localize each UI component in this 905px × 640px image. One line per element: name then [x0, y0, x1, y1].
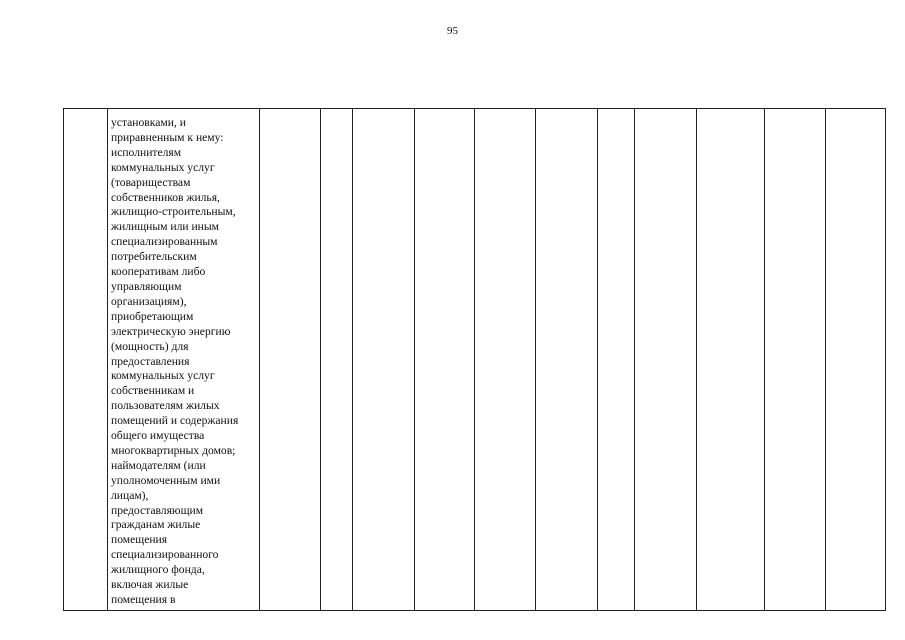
description-line: помещения: [111, 533, 168, 547]
description-line: многоквартирных домов;: [111, 443, 236, 457]
page-number: 95: [447, 25, 458, 37]
description-line: лицам),: [111, 488, 149, 502]
table-cell: [697, 109, 765, 611]
description-line: наймодателям (или: [111, 458, 206, 472]
description-line: приравненным к нему:: [111, 130, 224, 144]
table-cell: [765, 109, 826, 611]
description-line: потребительским: [111, 250, 197, 264]
description-line: жилищного фонда,: [111, 563, 205, 577]
description-line: предоставляющим: [111, 503, 204, 517]
description-line: установками, и: [111, 116, 186, 129]
description-line: электрическую энергию: [111, 324, 231, 338]
description-line: собственников жилья,: [111, 190, 220, 204]
description-line: помещений и содержания: [111, 414, 239, 428]
table-cell-number: [64, 109, 108, 611]
description-line: включая жилые: [111, 578, 189, 592]
table-cell-description: [108, 109, 260, 611]
table-cell: [635, 109, 697, 611]
table-cell: [536, 109, 598, 611]
description-line: (мощность) для: [111, 339, 189, 353]
table-cell: [415, 109, 475, 611]
description-line: пользователям жилых: [111, 399, 220, 413]
table-cell: [475, 109, 536, 611]
description-line: жилищным или иным: [111, 220, 219, 234]
description-line: помещения в: [111, 593, 176, 606]
description-line: кооперативам либо: [111, 265, 206, 279]
description-line: предоставления: [111, 354, 190, 368]
description-line: специализированным: [111, 235, 218, 249]
description-line: гражданам жилые: [111, 518, 201, 532]
data-table: [63, 108, 886, 611]
table-cell: [826, 109, 886, 611]
description-line: жилищно-строительным,: [111, 205, 236, 219]
description-text: [108, 109, 259, 608]
description-line: коммунальных услуг: [111, 160, 215, 174]
description-line: уполномоченным ими: [111, 473, 221, 487]
table-cell: [598, 109, 635, 611]
table-cell: [321, 109, 353, 611]
description-line: приобретающим: [111, 309, 194, 323]
data-table-container: [63, 108, 885, 611]
description-line: коммунальных услуг: [111, 369, 215, 383]
description-line: общего имущества: [111, 429, 205, 443]
table-cell: [353, 109, 415, 611]
description-line: специализированного: [111, 548, 219, 562]
table-cell: [260, 109, 321, 611]
description-line: управляющим: [111, 279, 182, 293]
description-line: (товариществам: [111, 175, 191, 189]
description-line: исполнителям: [111, 145, 182, 159]
description-line: собственникам и: [111, 384, 195, 398]
table-row: [64, 109, 886, 611]
description-line: организациям),: [111, 294, 187, 308]
